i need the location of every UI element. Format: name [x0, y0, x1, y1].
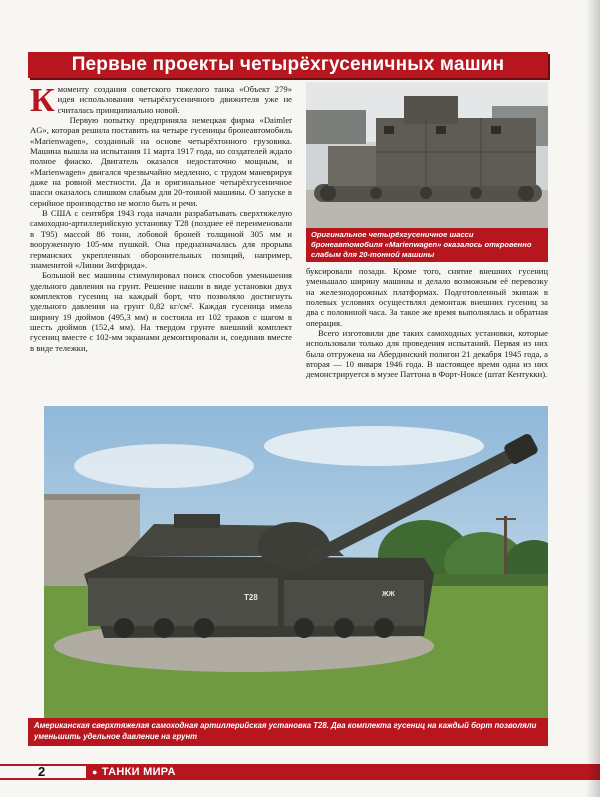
footer-bar	[0, 764, 600, 780]
paragraph: Большой вес машины стимулировал поиск способов уменьшения удельного давления на грунт. Решение нашли в виде установки двух комплектов гусениц на каждый борт, что позволяло достигнуть удельного давления на грунт 0,82 кг/см². Каждая гусеница имела ширину 19 дюймов (495,3 мм) и состояла из 102 траков с шагом в шесть дюймов (152,4 мм). На твердом грунте внешний комплект гусениц вместе с 102-мм экранами демонтировали и, соединив вместе в виде тележки,	[30, 270, 292, 353]
t28-illustration	[44, 406, 548, 718]
magazine-name	[92, 764, 176, 780]
paragraph: буксировали позади. Кроме того, снятие внешних гусениц уменьшало ширину машины и делало возможным её перевозку на железнодорожных платформах. Подготовленный экипаж в полевых условиях осуществлял демонтаж внешних гусениц за два с половиной часа. За такое же время выполнялась и обратная операция.	[306, 266, 548, 328]
tank-marking-left: T28	[244, 593, 258, 602]
article-title: Первые проекты четырёхгусеничных машин	[71, 54, 505, 75]
article-title-bar	[28, 52, 548, 78]
paragraph: Первую попытку предприняла немецкая фирма «Daimler AG», которая решила поставить на четыре гусеницы бронеавтомобиль «Marienwagen», созданный на основе четырёхтонного грузовика. Машина вышла на испытания 11 марта 1917 года, но создателей ждало полное фиаско. Двигатель оказался недостаточно мощным, и «Marienwagen» двигался чрезвычайно медленно, с трудом маневрируя даже на ровной местности. Да и оригинальное четырёхгусеничное шасси оказалось слишком слабым для 20-тонной машины. О запуске в серийное производство не могло быть и речи.	[30, 115, 292, 208]
page-edge-shadow	[586, 0, 600, 797]
t28-photo	[44, 406, 548, 718]
marienwagen-photo	[306, 82, 548, 228]
paragraph: В США с сентября 1943 года начали разрабатывать сверхтяжелую самоходно-артиллерийскую установку T28 (позднее её переименовали в T95) массой 86 тонн, лобовой броней толщиной 305 мм и вооруженную 105-мм пушкой. Она предназначалась для прорыва германских укрепленных оборонительных позиций, например, знаменитой «Линии Зигфрида».	[30, 208, 292, 270]
marienwagen-caption: Оригинальное четырёхгусеничное шасси бронеавтомобиля «Marienwagen» оказалось откровенно слабым для 20-тонной машины	[306, 228, 548, 262]
magazine-title: ТАНКИ МИРА	[101, 766, 176, 778]
page-number: 2	[0, 764, 86, 780]
left-text-column	[30, 84, 292, 353]
drop-cap: К	[30, 82, 55, 119]
bullet-icon: ●	[92, 767, 98, 777]
t28-caption: Американская сверхтяжелая самоходная артиллерийская установка T28. Два комплекта гусениц на каждый борт позволяли уменьшить удельное давление на грунт	[28, 718, 548, 746]
paragraph: Всего изготовили две таких самоходных установки, которые использовали только для проведения испытаний. Первая из них была отгружена на Абердинский полигон 21 декабря 1945 года, а вторая — 10 января 1946 года. В настоящее время одна из них демонстрируется в музее Паттона в Форт-Ноксе (штат Кентукки).	[306, 328, 548, 380]
marienwagen-illustration	[306, 82, 548, 228]
right-text-column	[306, 266, 548, 380]
paragraph: Кмоменту создания советского тяжелого танка «Объект 279» идея использования четырёхгусеничного движителя уже не считалась принципиально новой.	[30, 82, 292, 119]
tank-marking-right: ЖЖ	[382, 591, 395, 598]
